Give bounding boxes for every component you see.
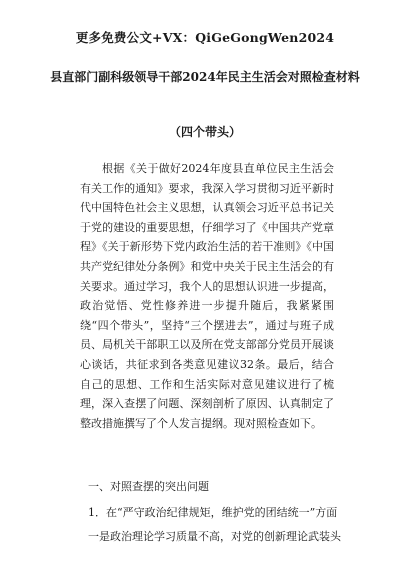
body-paragraphs xyxy=(80,159,334,433)
promo-header: 更多免费公文+VX：QiGeGongWen2024 xyxy=(75,30,335,45)
point-body: 一是政治理论学习质量不高，对党的创新理论武装头 xyxy=(88,530,341,543)
document-title: 县直部门副科级领导干部2024年民主生活会对照检查材料 xyxy=(50,70,360,84)
body-paragraph: 根据《关于做好2024年度县直单位民主生活会有关工作的通知》要求，我深入学习贯彻习近平新时代中国特色社会主义思想，认真领会习近平总书记关于党的建设的重要思想，仔细学习了《中国共产党章程》《关于新形势下党内政治生活的若干准则》《中国共产党纪律处分条例》和党中央关于民主生活会的有关要求。通过学习，我个人的思想认识进一步提高，政治觉悟、党性修养进一步提升随后，我紧紧围绕“四个带头”，坚持“三个摆进去”，通过与班子成员、局机关干部职工以及所在党支部部分党员开展谈心谈话，共征求到各类意见建议32条。最后，结合自己的思想、工作和生活实际对意见建议进行了梳理，深入查摆了问题、深刻剖析了原因、认真制定了整改措施撰写了个人发言提纲。现对照检查如下。 xyxy=(80,162,334,430)
document-subtitle: （四个带头） xyxy=(168,125,241,139)
section-heading: 一、对照查摆的突出问题 xyxy=(88,480,209,493)
point-heading: 1．在“严守政治纪律规矩，维护党的团结统一”方面 xyxy=(88,506,338,519)
